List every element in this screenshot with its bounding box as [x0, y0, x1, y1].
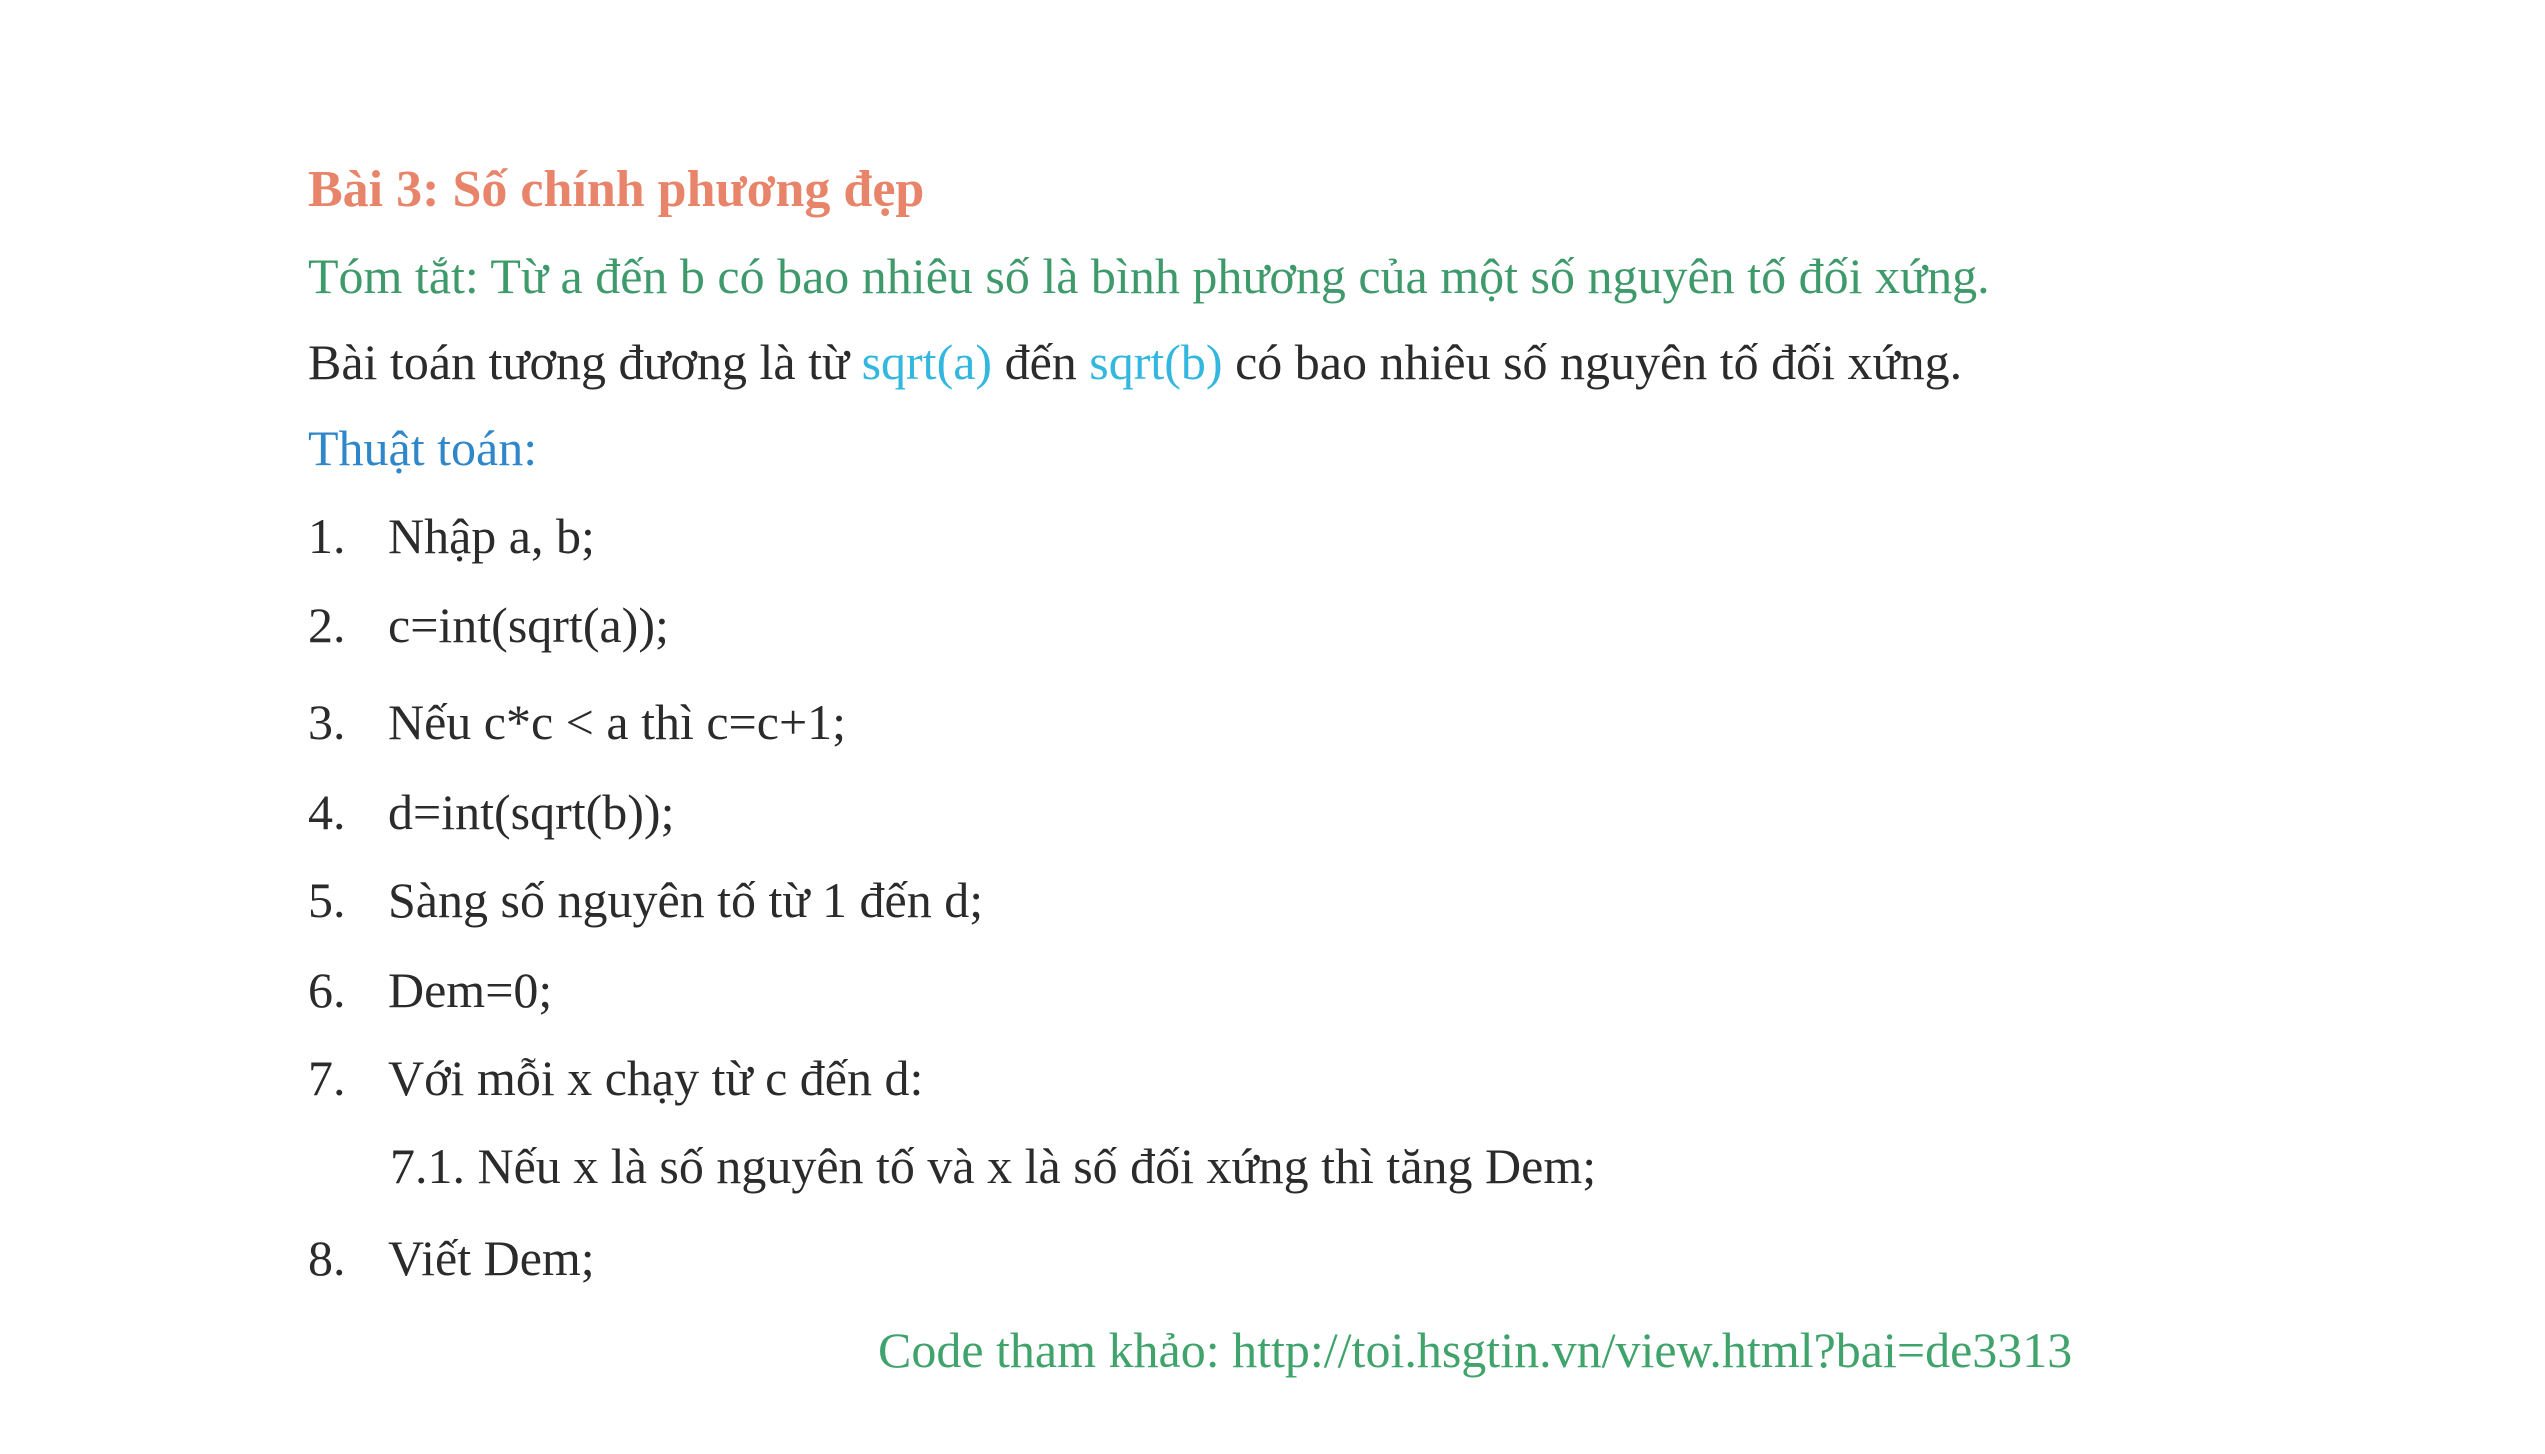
equivalent-part-3: có bao nhiêu số nguyên tố đối xứng.	[1222, 334, 1963, 390]
step-text: c=int(sqrt(a));	[388, 597, 669, 653]
step-item	[308, 960, 552, 1020]
step-text: Viết Dem;	[388, 1230, 595, 1286]
algorithm-heading: Thuật toán:	[308, 420, 538, 476]
step-number: 2.	[308, 597, 346, 653]
step-text: Sàng số nguyên tố từ 1 đến d;	[388, 872, 984, 928]
substep-text: Nếu x là số nguyên tố và x là số đối xứng thì tăng Dem;	[477, 1138, 1597, 1194]
equivalent-part-1: Bài toán tương đương là từ	[308, 334, 862, 390]
step-item	[308, 1048, 923, 1108]
substep-number: 7.1.	[390, 1138, 465, 1194]
step-text: Với mỗi x chạy từ c đến d:	[388, 1050, 924, 1106]
step-number: 3.	[308, 694, 346, 750]
step-number: 8.	[308, 1230, 346, 1286]
step-item	[308, 595, 669, 655]
sqrt-a-term: sqrt(a)	[861, 334, 993, 390]
sqrt-b-term: sqrt(b)	[1089, 334, 1223, 390]
step-item	[308, 692, 846, 752]
step-item	[308, 870, 983, 930]
step-number: 1.	[308, 508, 346, 564]
step-text: Nếu c*c < a thì c=c+1;	[388, 694, 847, 750]
step-item	[308, 506, 595, 566]
step-text: d=int(sqrt(b));	[388, 784, 675, 840]
exercise-title: Bài 3: Số chính phương đẹp	[308, 161, 925, 218]
equivalent-problem	[308, 332, 1962, 392]
step-number: 6.	[308, 962, 346, 1018]
step-item	[308, 782, 674, 842]
step-text: Dem=0;	[388, 962, 553, 1018]
substep-item	[390, 1136, 1596, 1196]
reference-link-text: Code tham khảo: http://toi.hsgtin.vn/view.html?bai=de3313	[878, 1322, 2073, 1378]
step-number: 4.	[308, 784, 346, 840]
summary-text: Tóm tắt: Từ a đến b có bao nhiêu số là bình phương của một số nguyên tố đối xứng.	[308, 248, 1990, 304]
step-number: 7.	[308, 1050, 346, 1106]
equivalent-part-2: đến	[992, 334, 1090, 390]
step-number: 5.	[308, 872, 346, 928]
step-item	[308, 1228, 595, 1288]
step-text: Nhập a, b;	[388, 508, 595, 564]
